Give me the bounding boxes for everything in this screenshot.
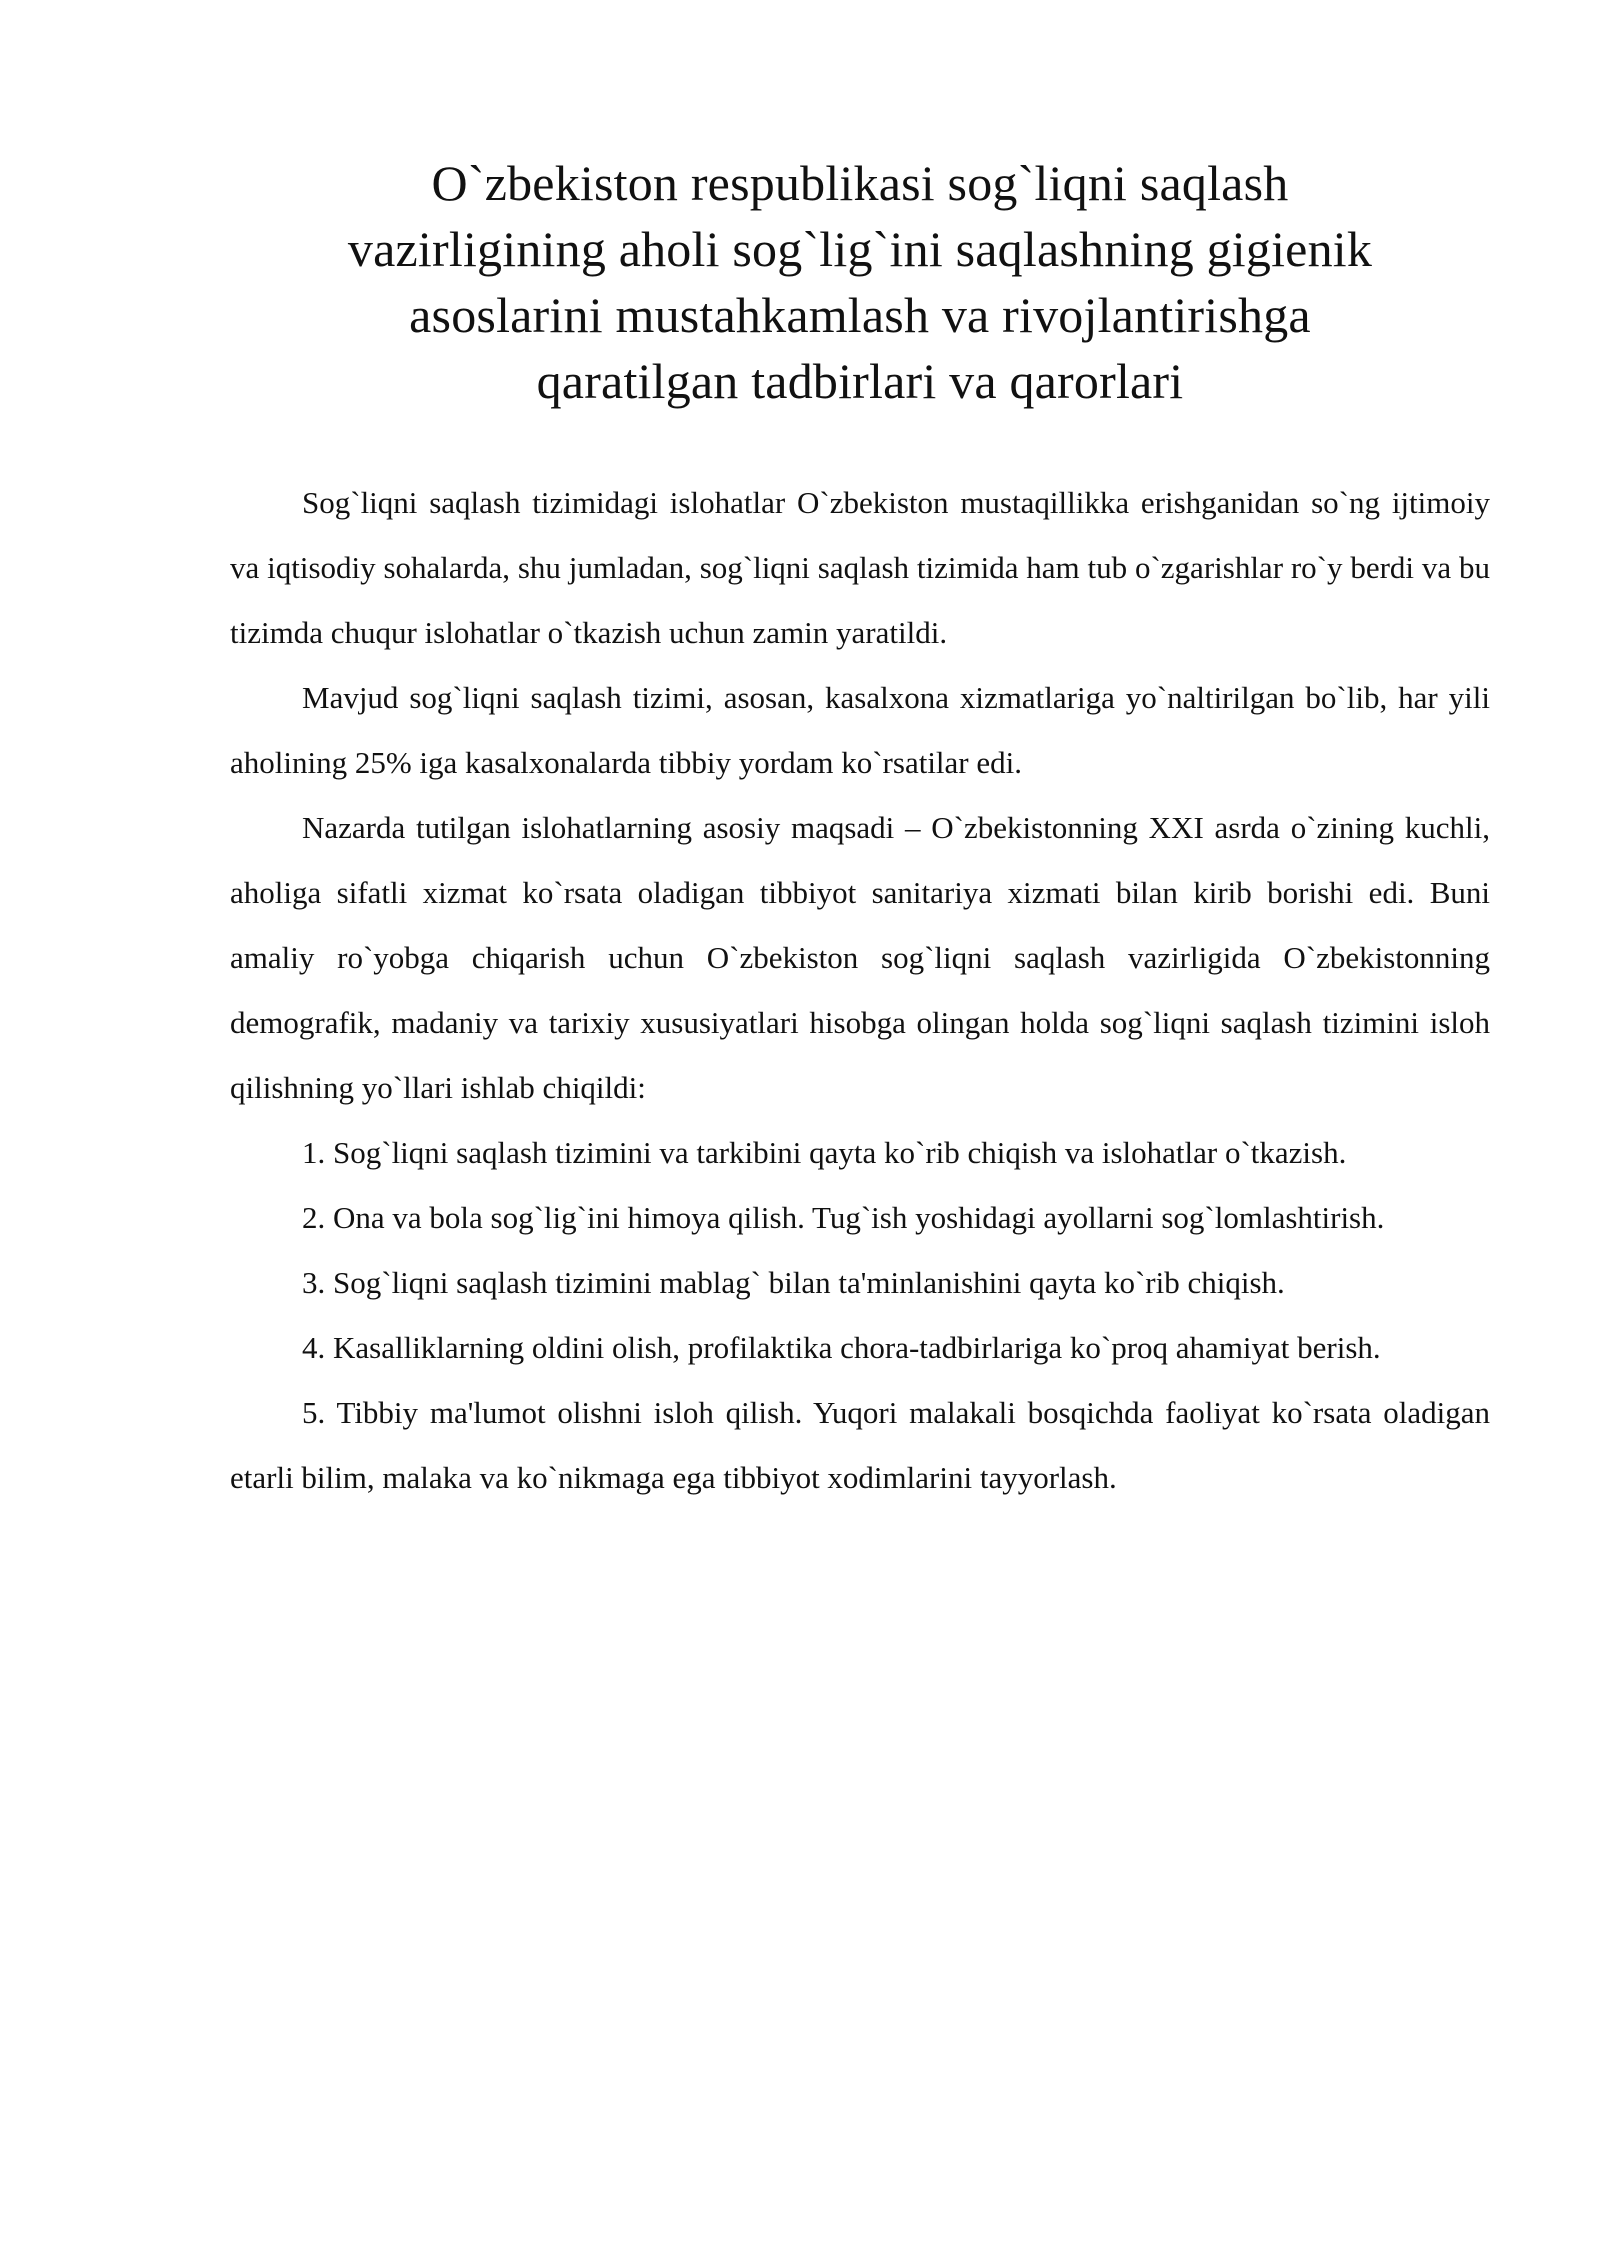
paragraph-reform-goal: Nazarda tutilgan islohatlarning asosiy maqsadi – O`zbekistonning XXI asrda o`zining kuchli, aholiga sifatli xizmat ko`rsata oladigan tibbiyot sanitariya xizmati bilan kirib borishi edi. Buni amaliy ro`yobga chiqarish uchun O`zbekiston sog`liqni saqlash vazirligida O`zbekistonning demografik, madaniy va tarixiy xususiyatlari hisobga olingan holda sog`liqni saqlash tizimini isloh qilishning yo`llari ishlab chiqildi: [230,810,1490,1105]
list-item-1: 1. Sog`liqni saqlash tizimini va tarkibini qayta ko`rib chiqish va islohatlar o`tkazish. [302,1135,1347,1170]
list-item-5: 5. Tibbiy ma'lumot olishni isloh qilish. Yuqori malakali bosqichda faoliyat ko`rsata oladigan etarli bilim, malaka va ko`nikmaga ega tibbiyot xodimlarini tayyorlash. [230,1395,1490,1495]
paragraph-intro: Sog`liqni saqlash tizimidagi islohatlar O`zbekiston mustaqillikka erishganidan so`ng ijtimoiy va iqtisodiy sohalarda, shu jumladan, sog`liqni saqlash tizimida ham tub o`zgarishlar ro`y berdi va bu tizimda chuqur islohatlar o`tkazish uchun zamin yaratildi. [230,485,1490,650]
list-item-4: 4. Kasalliklarning oldini olish, profilaktika chora-tadbirlariga ko`proq ahamiyat berish. [302,1330,1381,1365]
title-line: vazirligining aholi sog`lig`ini saqlashning gigienik [347,221,1373,277]
title-line: asoslarini mustahkamlash va rivojlantirishga [409,287,1311,343]
list-item-2: 2. Ona va bola sog`lig`ini himoya qilish. Tug`ish yoshidagi ayollarni sog`lomlashtirish. [302,1200,1385,1235]
title-line: qaratilgan tadbirlari va qarorlari [536,353,1184,409]
document-title [230,150,1490,414]
document-page [230,150,1490,1510]
title-line: O`zbekiston respublikasi sog`liqni saqlash [431,155,1289,211]
paragraph-existing-system: Mavjud sog`liqni saqlash tizimi, asosan, kasalxona xizmatlariga yo`naltirilgan bo`lib, har yili aholining 25% iga kasalxonalarda tibbiy yordam ko`rsatilar edi. [230,680,1490,780]
list-item-3: 3. Sog`liqni saqlash tizimini mablag` bilan ta'minlanishini qayta ko`rib chiqish. [302,1265,1285,1300]
